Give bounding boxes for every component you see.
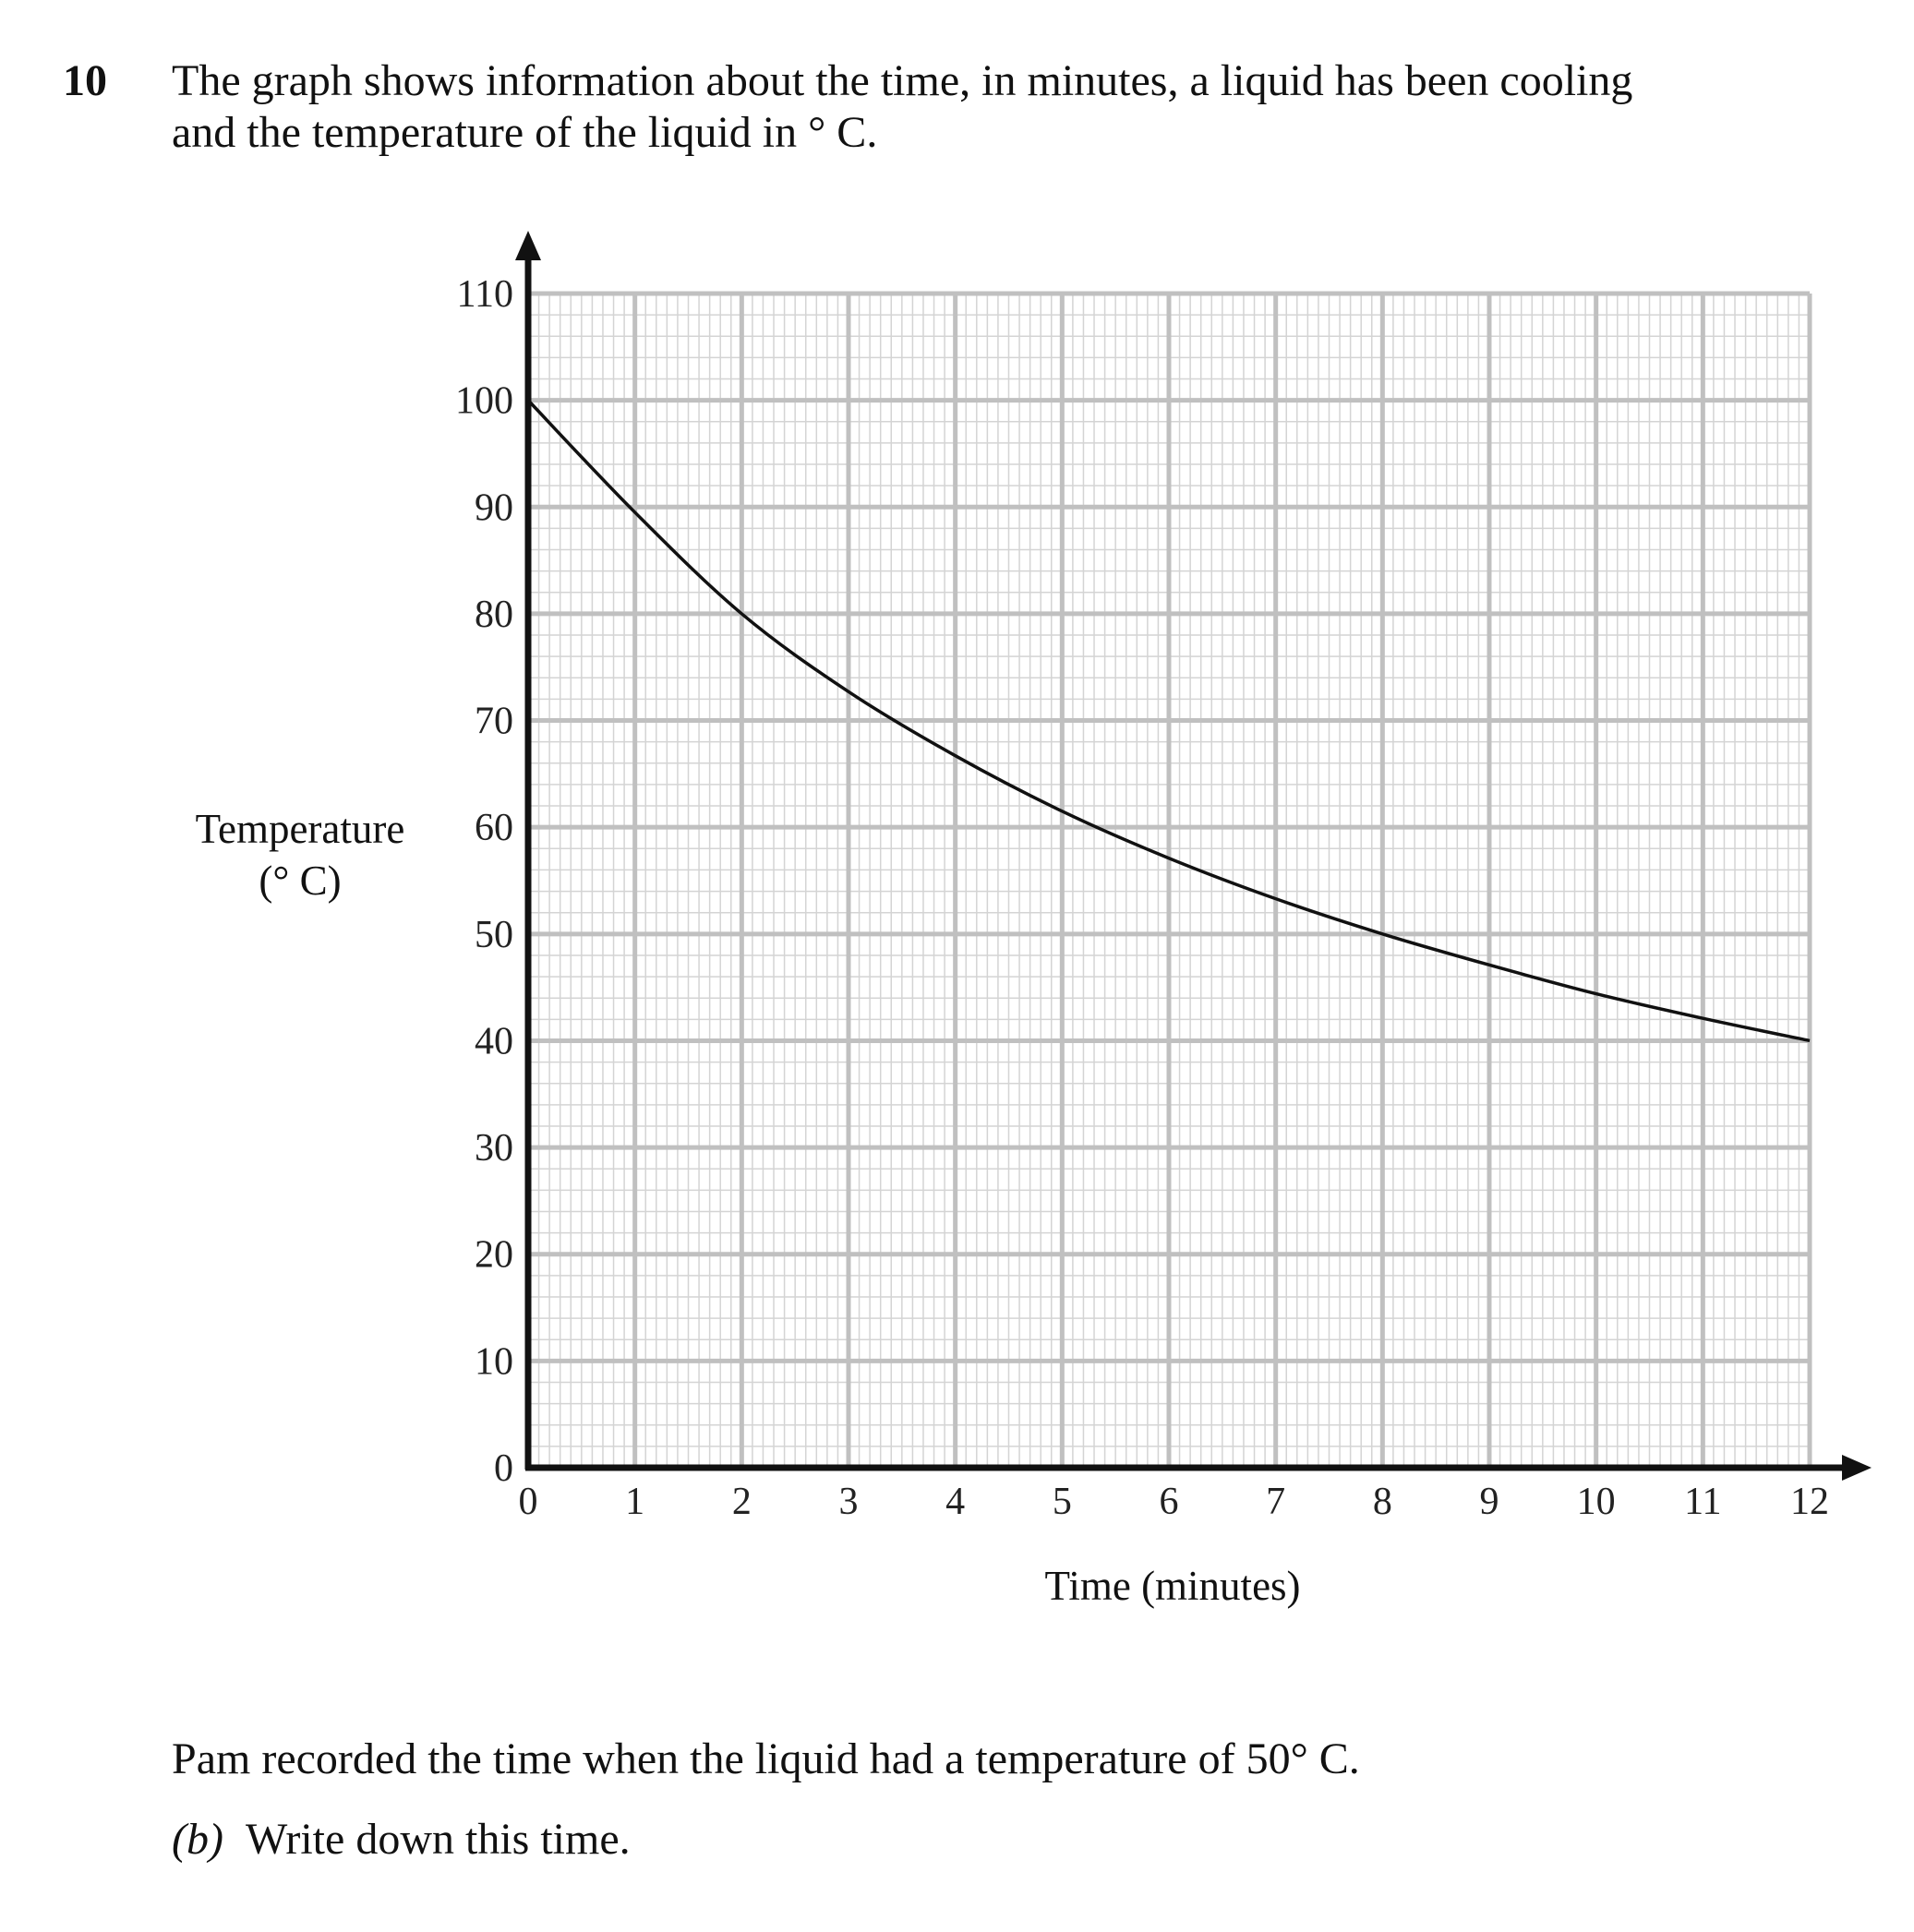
- y-tick-label: 30: [475, 1127, 513, 1170]
- y-tick-label: 50: [475, 913, 513, 956]
- question-stem-line-1: The graph shows information about the time, in minutes, a liquid has been cooling: [172, 56, 1633, 105]
- x-tick-label: 1: [625, 1481, 645, 1523]
- part-b-label: (b): [172, 1815, 223, 1864]
- y-tick-label: 0: [494, 1447, 513, 1490]
- x-tick-label: 4: [945, 1481, 966, 1523]
- x-tick-label: 0: [518, 1481, 538, 1523]
- y-tick-label: 20: [475, 1233, 513, 1277]
- x-tick-label: 6: [1159, 1481, 1179, 1523]
- y-tick-label: 100: [455, 379, 513, 423]
- x-axis-arrow: [1842, 1455, 1872, 1481]
- y-axis-arrow: [515, 231, 541, 260]
- x-tick-label: 9: [1479, 1481, 1499, 1523]
- pam-statement: Pam recorded the time when the liquid had a temperature of 50° C.: [172, 1734, 1360, 1783]
- x-tick-label: 12: [1790, 1481, 1829, 1523]
- y-tick-label: 10: [475, 1340, 513, 1384]
- x-tick-label: 3: [838, 1481, 859, 1523]
- y-tick-label: 60: [475, 807, 513, 850]
- x-tick-label: 7: [1266, 1481, 1286, 1523]
- y-tick-label: 70: [475, 700, 513, 743]
- part-b-text: Write down this time.: [245, 1815, 631, 1864]
- axes: [515, 231, 1872, 1481]
- x-axis-label: Time (minutes): [1044, 1563, 1301, 1609]
- y-tick-label: 90: [475, 486, 513, 530]
- y-tick-label: 80: [475, 593, 513, 636]
- y-tick-label: 110: [456, 273, 513, 316]
- y-axis-label: [175, 803, 425, 906]
- y-axis-label-line-1: Temperature: [195, 806, 405, 852]
- y-axis-label-line-2: (° C): [259, 858, 342, 904]
- question-stem-line-2: and the temperature of the liquid in ° C.: [172, 108, 878, 157]
- x-tick-label: 8: [1372, 1481, 1392, 1523]
- y-tick-label: 40: [475, 1020, 513, 1063]
- x-tick-label: 10: [1576, 1481, 1616, 1523]
- x-tick-label: 11: [1684, 1481, 1722, 1523]
- y-tick-labels: [455, 273, 513, 1490]
- x-tick-labels: [519, 1481, 1830, 1523]
- x-tick-label: 2: [731, 1481, 752, 1523]
- part-b: [172, 1814, 631, 1866]
- question-number: 10: [63, 56, 107, 105]
- x-tick-label: 5: [1052, 1481, 1072, 1523]
